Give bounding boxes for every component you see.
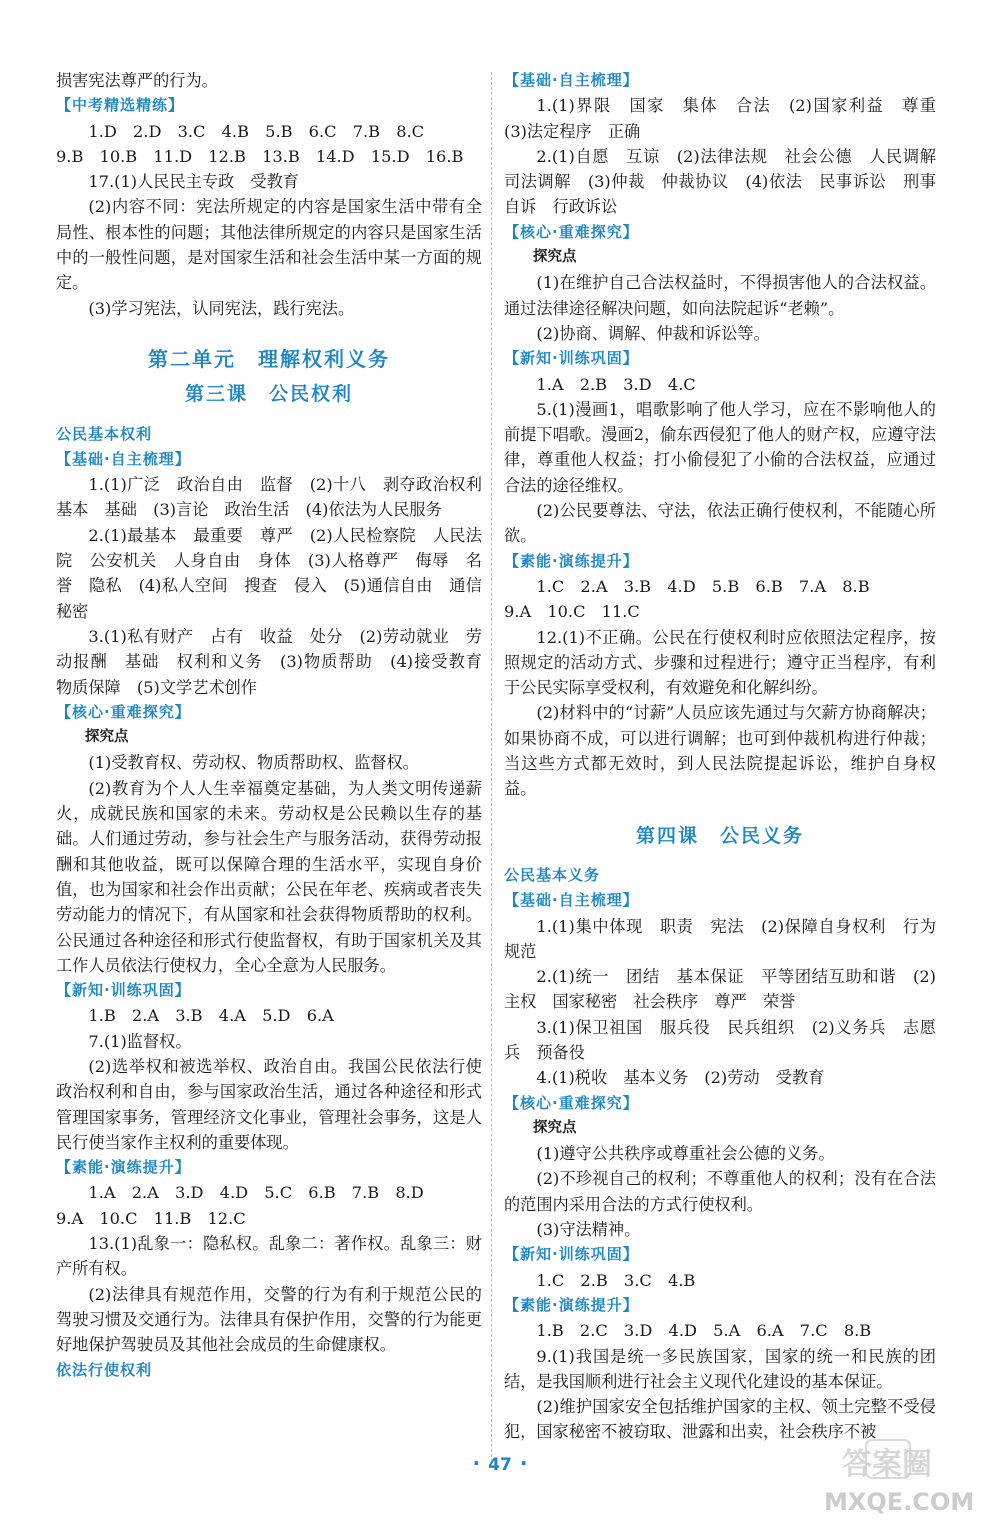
subsection-heading: 公民基本权利 xyxy=(56,424,153,443)
subsection-heading: 公民基本义务 xyxy=(504,865,601,884)
section-heading: 【新知·训练巩固】 xyxy=(504,349,639,368)
paragraph: 9.(1)我国是统一多民族国家，国家的统一和民族的团结，是我国顺利进行社会主义现代化建设的基本保证。 xyxy=(504,1346,936,1391)
section-heading: 【基础·自主梳理】 xyxy=(504,891,639,910)
paragraph: 3.(1)保卫祖国 服兵役 民兵组织 (2)义务兵 志愿兵 预备役 xyxy=(504,1017,936,1062)
paragraph: 12.(1)不正确。公民在行使权利时应依照法定程序，按照规定的活动方式、步骤和过程进行；遵守正当程序，有利于公民实际享受权利，有效避免和化解纠纷。 xyxy=(504,627,936,698)
text-line: 9.A 10.C 11.B 12.C xyxy=(56,1208,246,1228)
page-number-value: 47 xyxy=(488,1455,512,1475)
paragraph: 1.B 2.A 3.B 4.A 5.D 6.A xyxy=(88,1006,334,1026)
paragraph: 1.(1)界限 国家 集体 合法 (2)国家利益 尊重 (3)法定程序 正确 xyxy=(504,96,953,141)
paragraph: 7.(1)监督权。 xyxy=(88,1031,192,1051)
left-column xyxy=(56,68,499,1383)
section-heading: 【基础·自主梳理】 xyxy=(504,71,639,89)
watermark-line1: 答案圈 xyxy=(842,1447,932,1482)
section-heading: 【新知·训练巩固】 xyxy=(56,981,191,1000)
text-line: 9.A 10.C 11.C xyxy=(504,602,640,622)
paragraph: (2)教育为个人人生幸福奠定基础，为人类文明传递薪火，成就民族和国家的未来。劳动权是公民赖以生存的基础。人们通过劳动，参与社会生产与服务活动，获得劳动报酬和其他收益，既可以保障合理的生活水平，实现自身价值，也为国家和社会作出贡献；公民在年老、疾病或者丧失劳动能力的情况下，有从国家和社会获得物质帮助的权利。公民通过各种途径和形式行使监督权，有助于国家机关及其工作人员依法行使权力，全心全意为人民服务。 xyxy=(56,778,482,975)
section-heading: 【素能·演练提升】 xyxy=(56,1158,191,1177)
column-divider xyxy=(491,72,492,1467)
paragraph: (2)公民要尊法、守法，依法正确行使权利，不能随心所欲。 xyxy=(504,501,936,546)
subsection-heading: 依法行使权利 xyxy=(56,1360,153,1379)
right-column xyxy=(504,68,953,1445)
paragraph: (2)选举权和被选举权、政治自由。我国公民依法行使政治权利和自由，参与国家政治生活，通过各种途径和形式管理国家事务，管理经济文化事业，管理社会事务，这是人民行使当家作主权利的重要体现。 xyxy=(56,1056,482,1152)
paragraph: 1.(1)广泛 政治自由 监督 (2)十八 剥夺政治权利 基本 基础 (3)言论 政治生活 (4)依法为人民服务 xyxy=(56,475,499,520)
section-heading: 【素能·演练提升】 xyxy=(504,551,639,570)
unit-title: 第二单元 理解权利义务 xyxy=(148,346,390,371)
watermark-line2: MXQE.COM xyxy=(824,1488,975,1516)
paragraph: (2)材料中的“讨薪”人员应该先通过与欠薪方协商解决；如果协商不成，可以进行调解；也可到仲裁机构进行仲裁；当这些方式都无效时，到人民法院提起诉讼，维护自身权益。 xyxy=(504,703,936,799)
paragraph: (3)学习宪法，认同宪法，践行宪法。 xyxy=(88,298,355,318)
probe-label: 探究点 xyxy=(533,1119,577,1136)
paragraph: (2)不珍视自己的权利；不尊重他人的权利；没有在合法的范围内采用合法的方式行使权利。 xyxy=(504,1169,936,1214)
page-number: · 47 · xyxy=(472,1451,528,1475)
watermark-logo xyxy=(818,1436,988,1520)
lesson-title: 第三课 公民权利 xyxy=(184,383,353,406)
paragraph: 3.(1)私有财产 占有 收益 处分 (2)劳动就业 劳动报酬 基础 权利和义务 (3)物质帮助 (4)接受教育 物质保障 (5)文学艺术创作 xyxy=(56,626,499,697)
paragraph: 17.(1)人民民主专政 受教育 xyxy=(88,172,299,192)
section-heading: 【核心·重难探究】 xyxy=(504,1093,639,1112)
paragraph: 1.B 2.C 3.D 4.D 5.A 6.A 7.C 8.B xyxy=(536,1321,872,1341)
paragraph: (1)遵守公共秩序或尊重社会公德的义务。 xyxy=(536,1144,835,1164)
paragraph: 2.(1)统一 团结 基本保证 平等团结互助和谐 (2)主权 国家秘密 社会秩序 尊严 荣誉 xyxy=(504,967,936,1012)
paragraph: 1.A 2.B 3.D 4.C xyxy=(536,374,696,394)
paragraph: (2)协商、调解、仲裁和诉讼等。 xyxy=(536,323,770,343)
section-heading: 【核心·重难探究】 xyxy=(56,702,191,721)
paragraph: 13.(1)乱象一：隐私权。乱象二：著作权。乱象三：财产所有权。 xyxy=(56,1234,482,1279)
paragraph: 5.(1)漫画1，唱歌影响了他人学习，应在不影响他人的前提下唱歌。漫画2，偷东西侵犯了他人的财产权，应遵守法律，尊重他人权益；打小偷侵犯了小偷的合法权益，应通过合法的途径维权。 xyxy=(504,399,936,495)
lesson-title: 第四课 公民义务 xyxy=(635,824,804,847)
paragraph: 2.(1)自愿 互谅 (2)法律法规 社会公德 人民调解 司法调解 (3)仲裁 仲裁协议 (4)依法 民事诉讼 刑事自诉 行政诉讼 xyxy=(504,146,953,217)
paragraph: (3)守法精神。 xyxy=(536,1220,641,1240)
paragraph: 4.(1)税收 基本义务 (2)劳动 受教育 xyxy=(536,1068,825,1088)
paragraph: 1.D 2.D 3.C 4.B 5.B 6.C 7.B 8.C xyxy=(88,121,425,141)
paragraph: (2)法律具有规范作用，交警的行为有利于规范公民的驾驶习惯及交通行为。法律具有保护作用，交警的行为能更好地保护驾驶员及其他社会成员的生命健康权。 xyxy=(56,1284,482,1355)
paragraph: 1.C 2.A 3.B 4.D 5.B 6.B 7.A 8.B xyxy=(536,576,870,596)
text-line: 损害宪法尊严的行为。 xyxy=(56,71,218,90)
paragraph: 1.(1)集中体现 职责 宪法 (2)保障自身权利 行为规范 xyxy=(504,916,936,961)
section-heading: 【素能·演练提升】 xyxy=(504,1295,639,1314)
paragraph: (2)维护国家安全包括维护国家的主权、领土完整不受侵犯，国家秘密不被窃取、泄露和出卖，社会秩序不被 xyxy=(504,1397,936,1442)
paragraph: 1.C 2.B 3.C 4.B xyxy=(536,1270,696,1290)
paragraph: 2.(1)最基本 最重要 尊严 (2)人民检察院 人民法院 公安机关 人身自由 身体 (3)人格尊严 侮辱 名誉 隐私 (4)私人空间 搜查 侵入 (5)通信自由 通信秘密 xyxy=(56,525,482,621)
paragraph: (2)内容不同：宪法所规定的内容是国家生活中带有全局性、根本性的问题；其他法律所规定的内容只是国家生活中的一般性问题，是对国家生活和社会生活中某一方面的规定。 xyxy=(56,197,482,293)
paragraph: (1)受教育权、劳动权、物质帮助权、监督权。 xyxy=(88,753,419,773)
paragraph: 1.A 2.A 3.D 4.D 5.C 6.B 7.B 8.D xyxy=(88,1183,424,1203)
section-heading: 【新知·训练巩固】 xyxy=(504,1245,639,1264)
section-heading: 【基础·自主梳理】 xyxy=(56,449,191,468)
section-heading: 【核心·重难探究】 xyxy=(504,222,639,241)
text-line: 9.B 10.B 11.D 12.B 13.B 14.D 15.D 16.B xyxy=(56,146,464,166)
paragraph: (1)在维护自己合法权益时，不得损害他人的合法权益。通过法律途径解决问题，如向法院起诉“老赖”。 xyxy=(504,273,936,318)
probe-label: 探究点 xyxy=(533,249,577,266)
probe-label: 探究点 xyxy=(85,729,129,746)
section-heading: 【中考精选精练】 xyxy=(56,96,185,115)
